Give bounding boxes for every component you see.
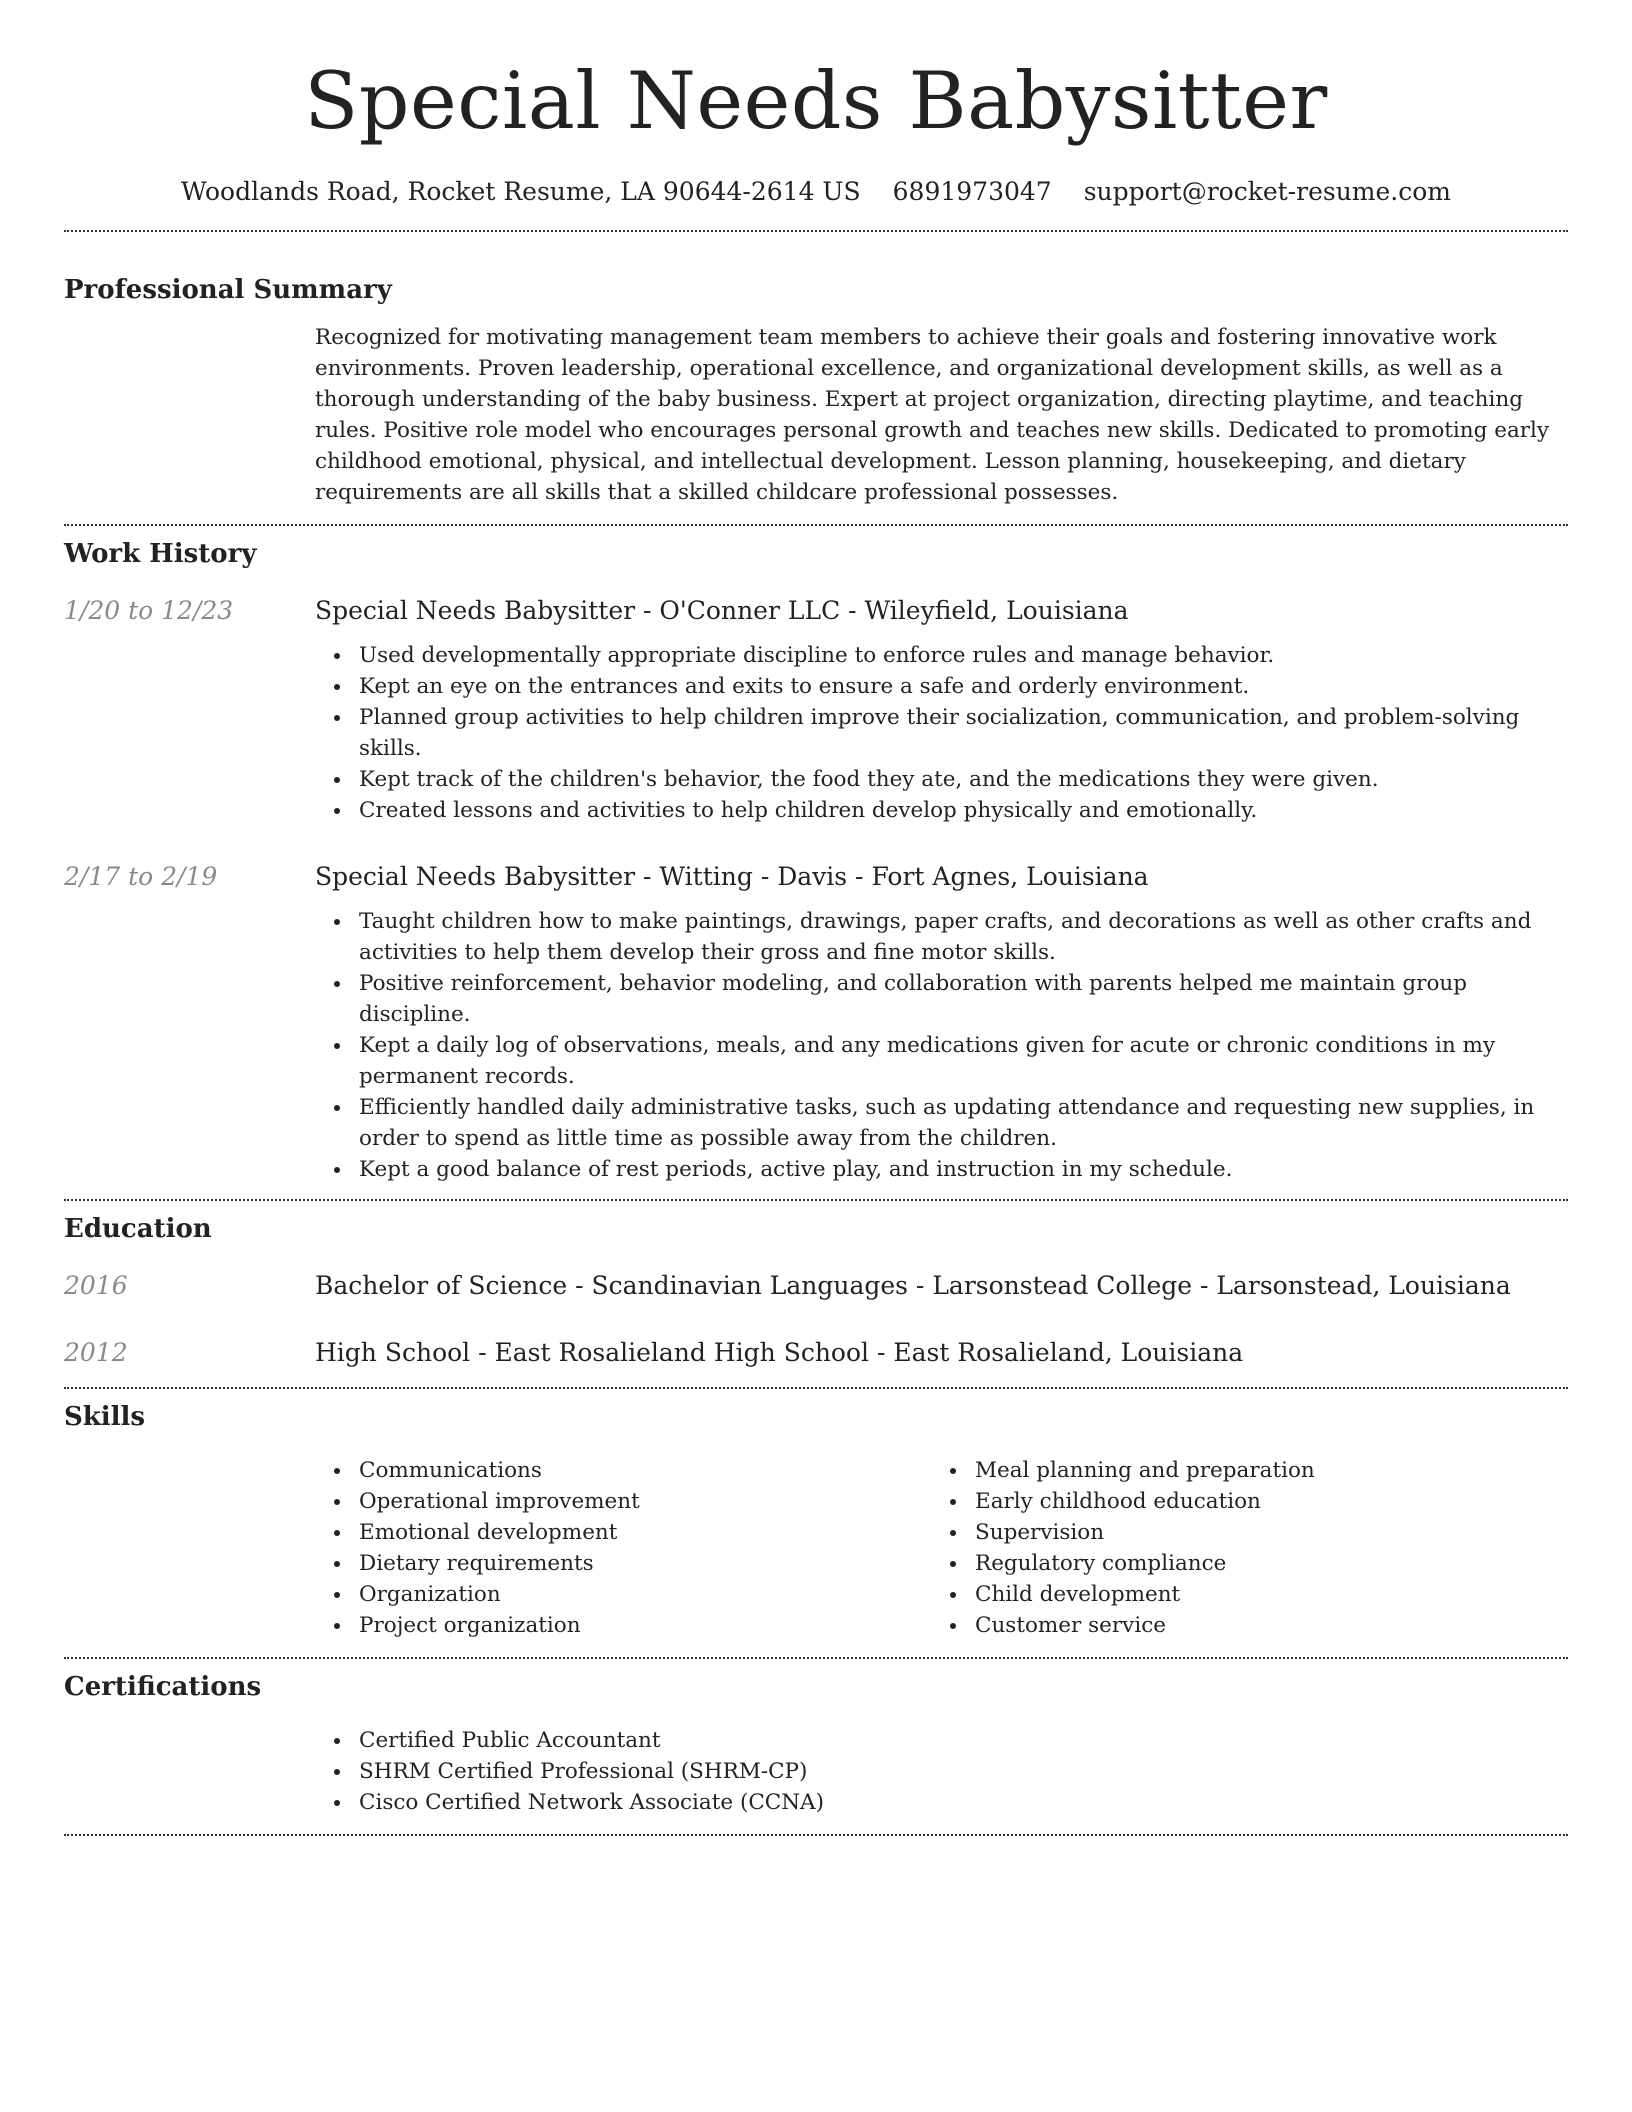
contact-line [64, 172, 1568, 212]
skill-item: Supervision [975, 1517, 1547, 1548]
certification-item: SHRM Certified Professional (SHRM-CP) [359, 1756, 1568, 1787]
job-bullet: Efficiently handled daily administrative tasks, such as updating attendance and requesting new supplies, in order to spend as little time as possible away from the children. [359, 1092, 1568, 1154]
skill-item: Customer service [975, 1610, 1547, 1641]
job-bullet: Planned group activities to help children improve their socialization, communication, and problem-solving skills. [359, 702, 1568, 764]
job-heading: Special Needs Babysitter - Witting - Davis - Fort Agnes, Louisiana [315, 862, 1149, 891]
candidate-name: Special Needs Babysitter [304, 55, 1328, 147]
job-bullet: Used developmentally appropriate discipline to enforce rules and manage behavior. [359, 640, 1568, 671]
skills-list-left [315, 1455, 931, 1641]
section-divider [64, 1834, 1568, 1836]
section-divider [64, 1657, 1568, 1659]
education-heading: Bachelor of Science - Scandinavian Languages - Larsonstead College - Larsonstead, Louisiana [315, 1271, 1511, 1300]
skills-title: Skills [64, 1402, 146, 1432]
education-entry [64, 1269, 1568, 1303]
job-bullet: Kept a daily log of observations, meals, and any medications given for acute or chronic conditions in my permanent records. [359, 1030, 1568, 1092]
job-bullet: Created lessons and activities to help children develop physically and emotionally. [359, 795, 1568, 826]
job-entry [64, 860, 1568, 1185]
skill-item: Operational improvement [359, 1486, 931, 1517]
certifications-list [315, 1725, 1568, 1818]
education-year: 2012 [64, 1338, 128, 1367]
job-bullet: Kept an eye on the entrances and exits to ensure a safe and orderly environment. [359, 671, 1568, 702]
job-heading: Special Needs Babysitter - O'Conner LLC - Wileyfield, Louisiana [315, 596, 1129, 625]
certifications-section [64, 1669, 1568, 1818]
education-entry [64, 1336, 1568, 1370]
skill-item: Communications [359, 1455, 931, 1486]
job-bullets [315, 640, 1568, 826]
job-left-spacer [64, 640, 315, 826]
summary-title: Professional Summary [64, 275, 392, 305]
education-year: 2016 [64, 1271, 128, 1300]
address-text: Woodlands Road, Rocket Resume, LA 90644-2614 US [180, 177, 861, 206]
education-heading: High School - East Rosalieland High School - East Rosalieland, Louisiana [315, 1338, 1244, 1367]
section-divider [64, 1199, 1568, 1201]
education-title: Education [64, 1214, 212, 1244]
section-divider [64, 1387, 1568, 1389]
skills-left-spacer [64, 1455, 315, 1641]
job-bullet: Taught children how to make paintings, drawings, paper crafts, and decorations as well as other crafts and activities to help them develop their gross and fine motor skills. [359, 906, 1568, 968]
summary-left-spacer [64, 322, 315, 508]
job-bullet: Kept track of the children's behavior, the food they ate, and the medications they were given. [359, 764, 1568, 795]
skills-section [64, 1399, 1568, 1641]
skill-item: Regulatory compliance [975, 1548, 1547, 1579]
certification-item: Certified Public Accountant [359, 1725, 1568, 1756]
email-text: support@rocket-resume.com [1083, 177, 1452, 206]
skill-item: Meal planning and preparation [975, 1455, 1547, 1486]
skill-item: Emotional development [359, 1517, 931, 1548]
job-left-spacer [64, 906, 315, 1185]
skill-item: Project organization [359, 1610, 931, 1641]
job-bullets [315, 906, 1568, 1185]
summary-text: Recognized for motivating management team members to achieve their goals and fostering innovative work environments. Proven leadership, operational excellence, and organizational development skills, as well as a thorough understanding of the baby business. Expert at project organization, directing playtime, and teaching rules. Positive role model who encourages personal growth and teaches new skills. Dedicated to promoting early childhood emotional, physical, and intellectual development. Lesson planning, housekeeping, and dietary requirements are all skills that a skilled childcare professional possesses. [315, 325, 1550, 505]
skill-item: Organization [359, 1579, 931, 1610]
section-divider [64, 230, 1568, 232]
job-entry [64, 594, 1568, 826]
work-history-title: Work History [64, 539, 257, 569]
job-dates: 1/20 to 12/23 [64, 596, 234, 625]
summary-section [64, 272, 1568, 508]
job-bullet: Positive reinforcement, behavior modeling, and collaboration with parents helped me maintain group discipline. [359, 968, 1568, 1030]
skill-item: Child development [975, 1579, 1547, 1610]
certifications-left-spacer [64, 1725, 315, 1818]
certification-item: Cisco Certified Network Associate (CCNA) [359, 1787, 1568, 1818]
work-history-section [64, 536, 1568, 1185]
skill-item: Dietary requirements [359, 1548, 931, 1579]
skills-list-right [931, 1455, 1547, 1641]
certifications-title: Certifications [64, 1672, 262, 1702]
job-dates: 2/17 to 2/19 [64, 862, 218, 891]
job-bullet: Kept a good balance of rest periods, active play, and instruction in my schedule. [359, 1154, 1568, 1185]
education-section [64, 1211, 1568, 1370]
phone-text: 6891973047 [892, 177, 1052, 206]
section-divider [64, 524, 1568, 526]
skill-item: Early childhood education [975, 1486, 1547, 1517]
